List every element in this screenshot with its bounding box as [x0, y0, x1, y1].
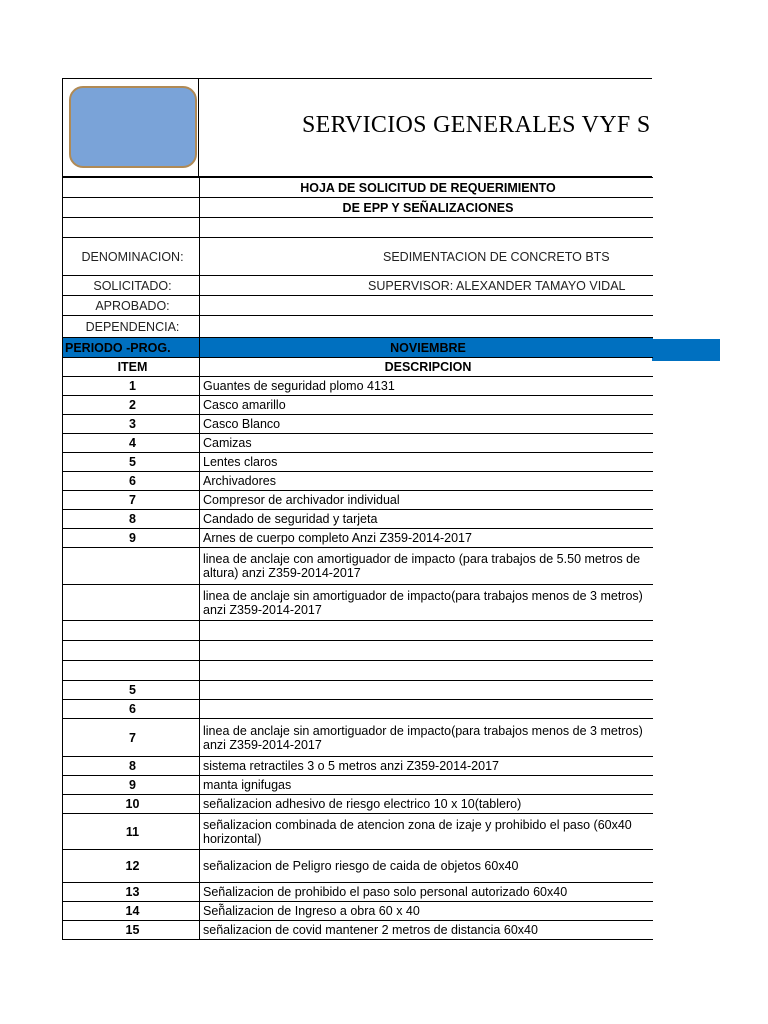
- item-description: [200, 700, 654, 719]
- solicitado-value: SUPERVISOR: ALEXANDER TAMAYO VIDAL: [200, 276, 654, 296]
- item-number: 6: [63, 700, 200, 719]
- item-description: Archivadores: [200, 472, 654, 491]
- item-description: Señalizacion de prohibido el paso solo personal autorizado 60x40: [200, 883, 654, 902]
- table-row: [63, 850, 654, 883]
- item-description: Compresor de archivador individual: [200, 491, 654, 510]
- solicitado-label: SOLICITADO:: [63, 276, 200, 296]
- table-row: [63, 921, 654, 940]
- table-row: [63, 757, 654, 776]
- table-row: [63, 641, 654, 661]
- item-number: [63, 548, 200, 585]
- item-number: 14: [63, 902, 200, 921]
- form-title-line2: DE EPP Y SEÑALIZACIONES: [200, 198, 654, 218]
- period-highlight-extension: [652, 339, 720, 361]
- item-description: Lentes claros: [200, 453, 654, 472]
- item-number: 3: [63, 415, 200, 434]
- descripcion-column-header: DESCRIPCION: [200, 358, 654, 377]
- item-description: señalizacion de covid mantener 2 metros de distancia 60x40: [200, 921, 654, 940]
- table-row: [63, 434, 654, 453]
- aprobado-value: [200, 296, 654, 316]
- item-number: 1: [63, 377, 200, 396]
- table-row: [63, 396, 654, 415]
- item-description: señalizacion adhesivo de riesgo electrico 10 x 10(tablero): [200, 795, 654, 814]
- item-description: Arnes de cuerpo completo Anzi Z359-2014-2017: [200, 529, 654, 548]
- item-description: señalizacion combinada de atencion zona de izaje y prohibido el paso (60x40 horizontal): [200, 814, 654, 850]
- item-number: 2: [63, 396, 200, 415]
- item-description: [200, 641, 654, 661]
- form-title-line1: HOJA DE SOLICITUD DE REQUERIMIENTO: [200, 178, 654, 198]
- aprobado-label: APROBADO:: [63, 296, 200, 316]
- table-row: [63, 377, 654, 396]
- table-row: [63, 776, 654, 795]
- table-row: [63, 719, 654, 757]
- table-row: [63, 902, 654, 921]
- item-description: Casco Blanco: [200, 415, 654, 434]
- item-number: 7: [63, 491, 200, 510]
- table-row: [63, 814, 654, 850]
- item-number: 13: [63, 883, 200, 902]
- table-row: [63, 883, 654, 902]
- table-row: [63, 681, 654, 700]
- item-number: 8: [63, 510, 200, 529]
- item-description: Candado de seguridad y tarjeta: [200, 510, 654, 529]
- company-logo: [69, 86, 197, 168]
- item-description: manta ignifugas: [200, 776, 654, 795]
- item-number: 9: [63, 776, 200, 795]
- period-label: PERIODO -PROG.: [63, 338, 200, 358]
- item-description: linea de anclaje sin amortiguador de impacto(para trabajos menos de 3 metros) anzi Z359-2014-2017: [200, 719, 654, 757]
- table-row: [63, 415, 654, 434]
- item-number: 6: [63, 472, 200, 491]
- table-row: [63, 795, 654, 814]
- table-row: [63, 472, 654, 491]
- item-number: 4: [63, 434, 200, 453]
- item-description: linea de anclaje sin amortiguador de impacto(para trabajos menos de 3 metros) anzi Z359-2014-2017: [200, 585, 654, 621]
- item-column-header: ITEM: [63, 358, 200, 377]
- item-description: linea de anclaje con amortiguador de impacto (para trabajos de 5.50 metros de altura) anzi Z359-2014-2017: [200, 548, 654, 585]
- dependencia-label: DEPENDENCIA:: [63, 316, 200, 338]
- item-description: Guantes de seguridad plomo 4131: [200, 377, 654, 396]
- item-number: 12: [63, 850, 200, 883]
- table-row: [63, 700, 654, 719]
- denominacion-value: SEDIMENTACION DE CONCRETO BTS: [200, 238, 654, 276]
- item-number: [63, 661, 200, 681]
- table-row: [63, 585, 654, 621]
- item-description: Camizas: [200, 434, 654, 453]
- table-row: [63, 548, 654, 585]
- table-row: [63, 529, 654, 548]
- item-description: sistema retractiles 3 o 5 metros anzi Z359-2014-2017: [200, 757, 654, 776]
- title-cell: [199, 78, 652, 177]
- item-description: Señ̃alizacion de Ingreso a obra 60 x 40: [200, 902, 654, 921]
- table-row: [63, 510, 654, 529]
- item-description: Casco amarillo: [200, 396, 654, 415]
- item-number: [63, 641, 200, 661]
- item-number: 5: [63, 681, 200, 700]
- item-description: señalizacion de Peligro riesgo de caida de objetos 60x40: [200, 850, 654, 883]
- denominacion-label: DENOMINACION:: [63, 238, 200, 276]
- item-description: [200, 661, 654, 681]
- item-number: 9: [63, 529, 200, 548]
- table-row: [63, 621, 654, 641]
- item-number: 5: [63, 453, 200, 472]
- table-row: [63, 453, 654, 472]
- item-number: 15: [63, 921, 200, 940]
- table-row: [63, 661, 654, 681]
- item-description: [200, 621, 654, 641]
- item-number: 10: [63, 795, 200, 814]
- item-number: [63, 585, 200, 621]
- period-value: NOVIEMBRE: [200, 338, 654, 358]
- item-number: 11: [63, 814, 200, 850]
- item-description: [200, 681, 654, 700]
- item-number: [63, 621, 200, 641]
- request-form-table: [62, 177, 653, 940]
- logo-cell: [62, 78, 199, 177]
- table-row: [63, 491, 654, 510]
- company-title: SERVICIOS GENERALES VYF S: [302, 112, 651, 138]
- dependencia-value: [200, 316, 654, 338]
- item-number: 7: [63, 719, 200, 757]
- item-number: 8: [63, 757, 200, 776]
